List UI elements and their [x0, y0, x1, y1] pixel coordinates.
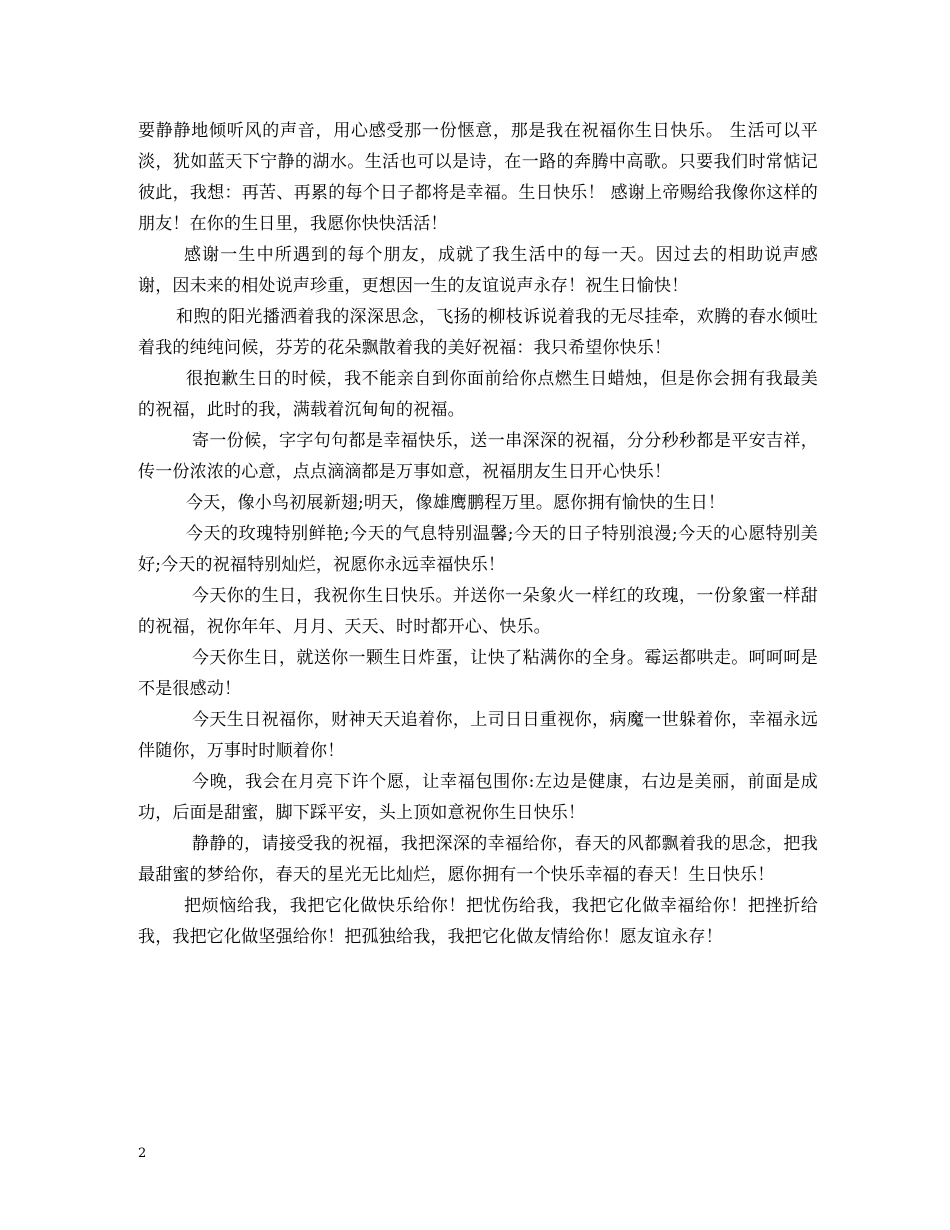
paragraph: 很抱歉生日的时候，我不能亲自到你面前给你点燃生日蜡烛，但是你会拥有我最美的祝福，此时的我，满载着沉甸甸的祝福。	[138, 369, 818, 420]
paragraph: 今天，像小鸟初展新翅;明天，像雄鹰鹏程万里。愿你拥有愉快的生日！	[186, 493, 726, 513]
paragraph: 今天你的生日，我祝你生日快乐。并送你一朵象火一样红的玫瑰，一份象蜜一样甜的祝福，祝你年年、月月、天天、时时都开心、快乐。	[138, 586, 818, 637]
paragraph: 要静静地倾听风的声音，用心感受那一份惬意，那是我在祝福你生日快乐。 生活可以平淡，犹如蓝天下宁静的湖水。生活也可以是诗，在一路的奔腾中高歌。只要我们时常惦记彼此，我想：再苦、再累的每个日子都将是幸福。生日快乐！ 感谢上帝赐给我像你这样的朋友！在你的生日里，我愿你快快活活！	[138, 121, 818, 234]
paragraph: 今晚，我会在月亮下许个愿，让幸福包围你:左边是健康，右边是美丽，前面是成功，后面是甜蜜，脚下踩平安，头上顶如意祝你生日快乐！	[138, 772, 818, 823]
document-body	[138, 116, 818, 953]
paragraph: 把烦恼给我，我把它化做快乐给你！把忧伤给我，我把它化做幸福给你！把挫折给我，我把它化做坚强给你！把孤独给我，我把它化做友情给你！愿友谊永存！	[138, 896, 818, 947]
page-number: 2	[138, 1146, 147, 1161]
paragraph: 和煦的阳光播洒着我的深深思念，飞扬的柳枝诉说着我的无尽挂牵，欢腾的春水倾吐着我的纯纯问候，芬芳的花朵飘散着我的美好祝福：我只希望你快乐！	[138, 307, 818, 358]
paragraph: 感谢一生中所遇到的每个朋友，成就了我生活中的每一天。因过去的相助说声感谢，因未来的相处说声珍重，更想因一生的友谊说声永存！祝生日愉快！	[138, 245, 818, 296]
paragraph: 今天生日祝福你，财神天天追着你，上司日日重视你，病魔一世躲着你，幸福永远伴随你，万事时时顺着你！	[138, 710, 818, 761]
paragraph: 静静的，请接受我的祝福，我把深深的幸福给你，春天的风都飘着我的思念，把我最甜蜜的梦给你，春天的星光无比灿烂，愿你拥有一个快乐幸福的春天！生日快乐！	[138, 834, 818, 885]
paragraph: 今天你生日，就送你一颗生日炸蛋，让快了粘满你的全身。霉运都哄走。呵呵呵是不是很感动！	[138, 648, 818, 699]
paragraph: 寄一份候，字字句句都是幸福快乐，送一串深深的祝福，分分秒秒都是平安吉祥，传一份浓浓的心意，点点滴滴都是万事如意，祝福朋友生日开心快乐！	[138, 431, 818, 482]
paragraph: 今天的玫瑰特别鲜艳;今天的气息特别温馨;今天的日子特别浪漫;今天的心愿特别美好;今天的祝福特别灿烂，祝愿你永远幸福快乐！	[138, 524, 818, 575]
